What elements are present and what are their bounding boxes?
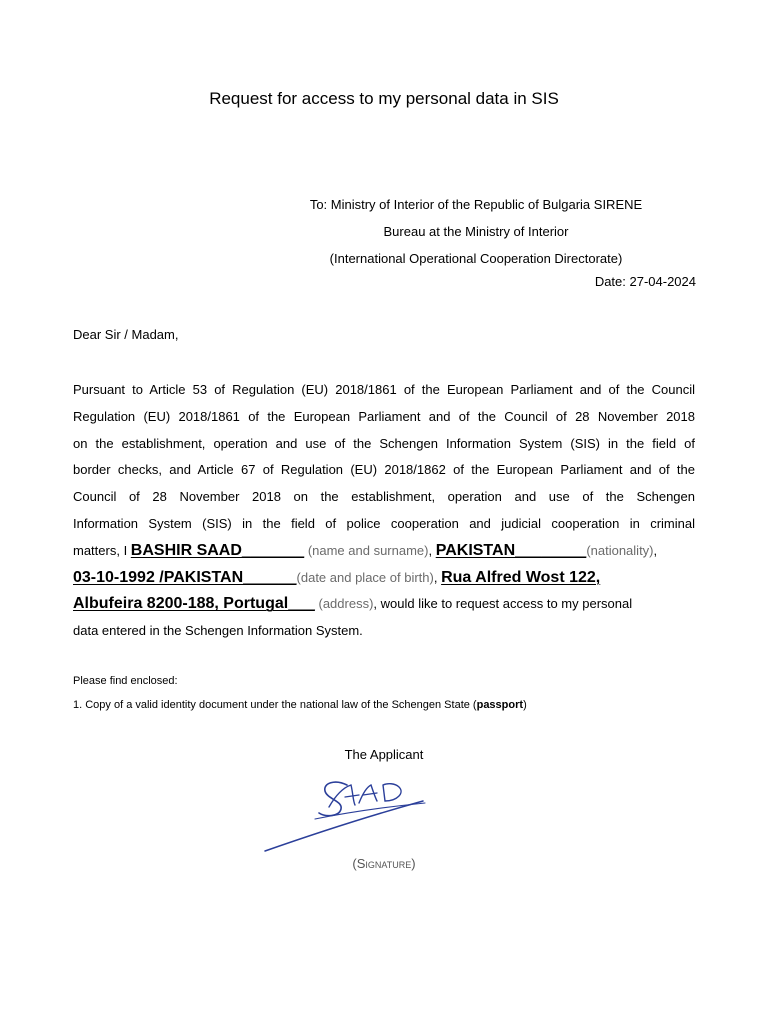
- enclosed-item-prefix: 1. Copy of a valid identity document under the national law of the Schengen State (: [73, 699, 477, 711]
- body-line-3: on the establishment, operation and use of the Schengen Information System (SIS) in the field of: [73, 435, 695, 451]
- name-field-hint: (name and surname): [304, 542, 429, 558]
- address-field-value-2: Albufeira 8200-188, Portugal___: [73, 595, 315, 613]
- recipient-line-1: To: Ministry of Interior of the Republic of Bulgaria SIRENE: [309, 197, 643, 212]
- body-line-5: Council of 28 November 2018 on the establishment, operation and use of the Schengen: [73, 489, 695, 505]
- address-field-hint: (address): [314, 596, 374, 612]
- body-line-7: [73, 538, 695, 565]
- body-line-1: Pursuant to Article 53 of Regulation (EU) 2018/1861 of the European Parliament and of the Council: [73, 382, 695, 397]
- document-title: Request for access to my personal data in SIS: [209, 89, 559, 108]
- body-line-6: Information System (SIS) in the field of police cooperation and judicial cooperation in criminal: [73, 515, 695, 531]
- request-suffix: , would like to request access to my personal: [373, 596, 633, 612]
- recipient-block: [256, 191, 696, 272]
- comma-1: ,: [428, 542, 436, 558]
- body-line-4: border checks, and Article 67 of Regulation (EU) 2018/1862 of the European Parliament and of the: [73, 462, 695, 478]
- nationality-field-value: PAKISTAN________: [435, 541, 587, 559]
- address-field-value-1: Rua Alfred Wost 122,: [441, 568, 601, 586]
- request-body: [73, 377, 695, 645]
- recipient-line-2: Bureau at the Ministry of Interior: [383, 224, 569, 239]
- enclosed-item-suffix: ): [523, 699, 527, 711]
- salutation: Dear Sir / Madam,: [73, 327, 179, 342]
- signature-image: [255, 773, 435, 858]
- body-line-8: [73, 565, 695, 592]
- signature-caption: (Signature): [352, 856, 416, 871]
- name-field-value: BASHIR SAAD_______: [130, 541, 305, 559]
- birth-field-value: 03-10-1992 /PAKISTAN______: [73, 568, 297, 586]
- comma-2: ,: [653, 542, 658, 558]
- nationality-field-hint: (nationality): [586, 542, 654, 558]
- body-line-10: data entered in the Schengen Information System.: [73, 623, 363, 639]
- recipient-line-3: (International Operational Cooperation Directorate): [329, 251, 623, 266]
- document-date: Date: 27-04-2024: [594, 274, 696, 289]
- body-line-9: [73, 591, 695, 618]
- comma-3: ,: [433, 569, 442, 585]
- enclosed-item-1: [73, 698, 527, 712]
- matters-prefix: matters, I: [73, 542, 131, 558]
- birth-field-hint: (date and place of birth): [296, 569, 434, 585]
- enclosed-heading: Please find enclosed:: [73, 675, 178, 687]
- body-line-2: Regulation (EU) 2018/1861 of the European Parliament and of the Council of 28 November 2018: [73, 408, 695, 424]
- applicant-label: The Applicant: [344, 747, 424, 762]
- enclosed-item-document: passport: [476, 699, 524, 711]
